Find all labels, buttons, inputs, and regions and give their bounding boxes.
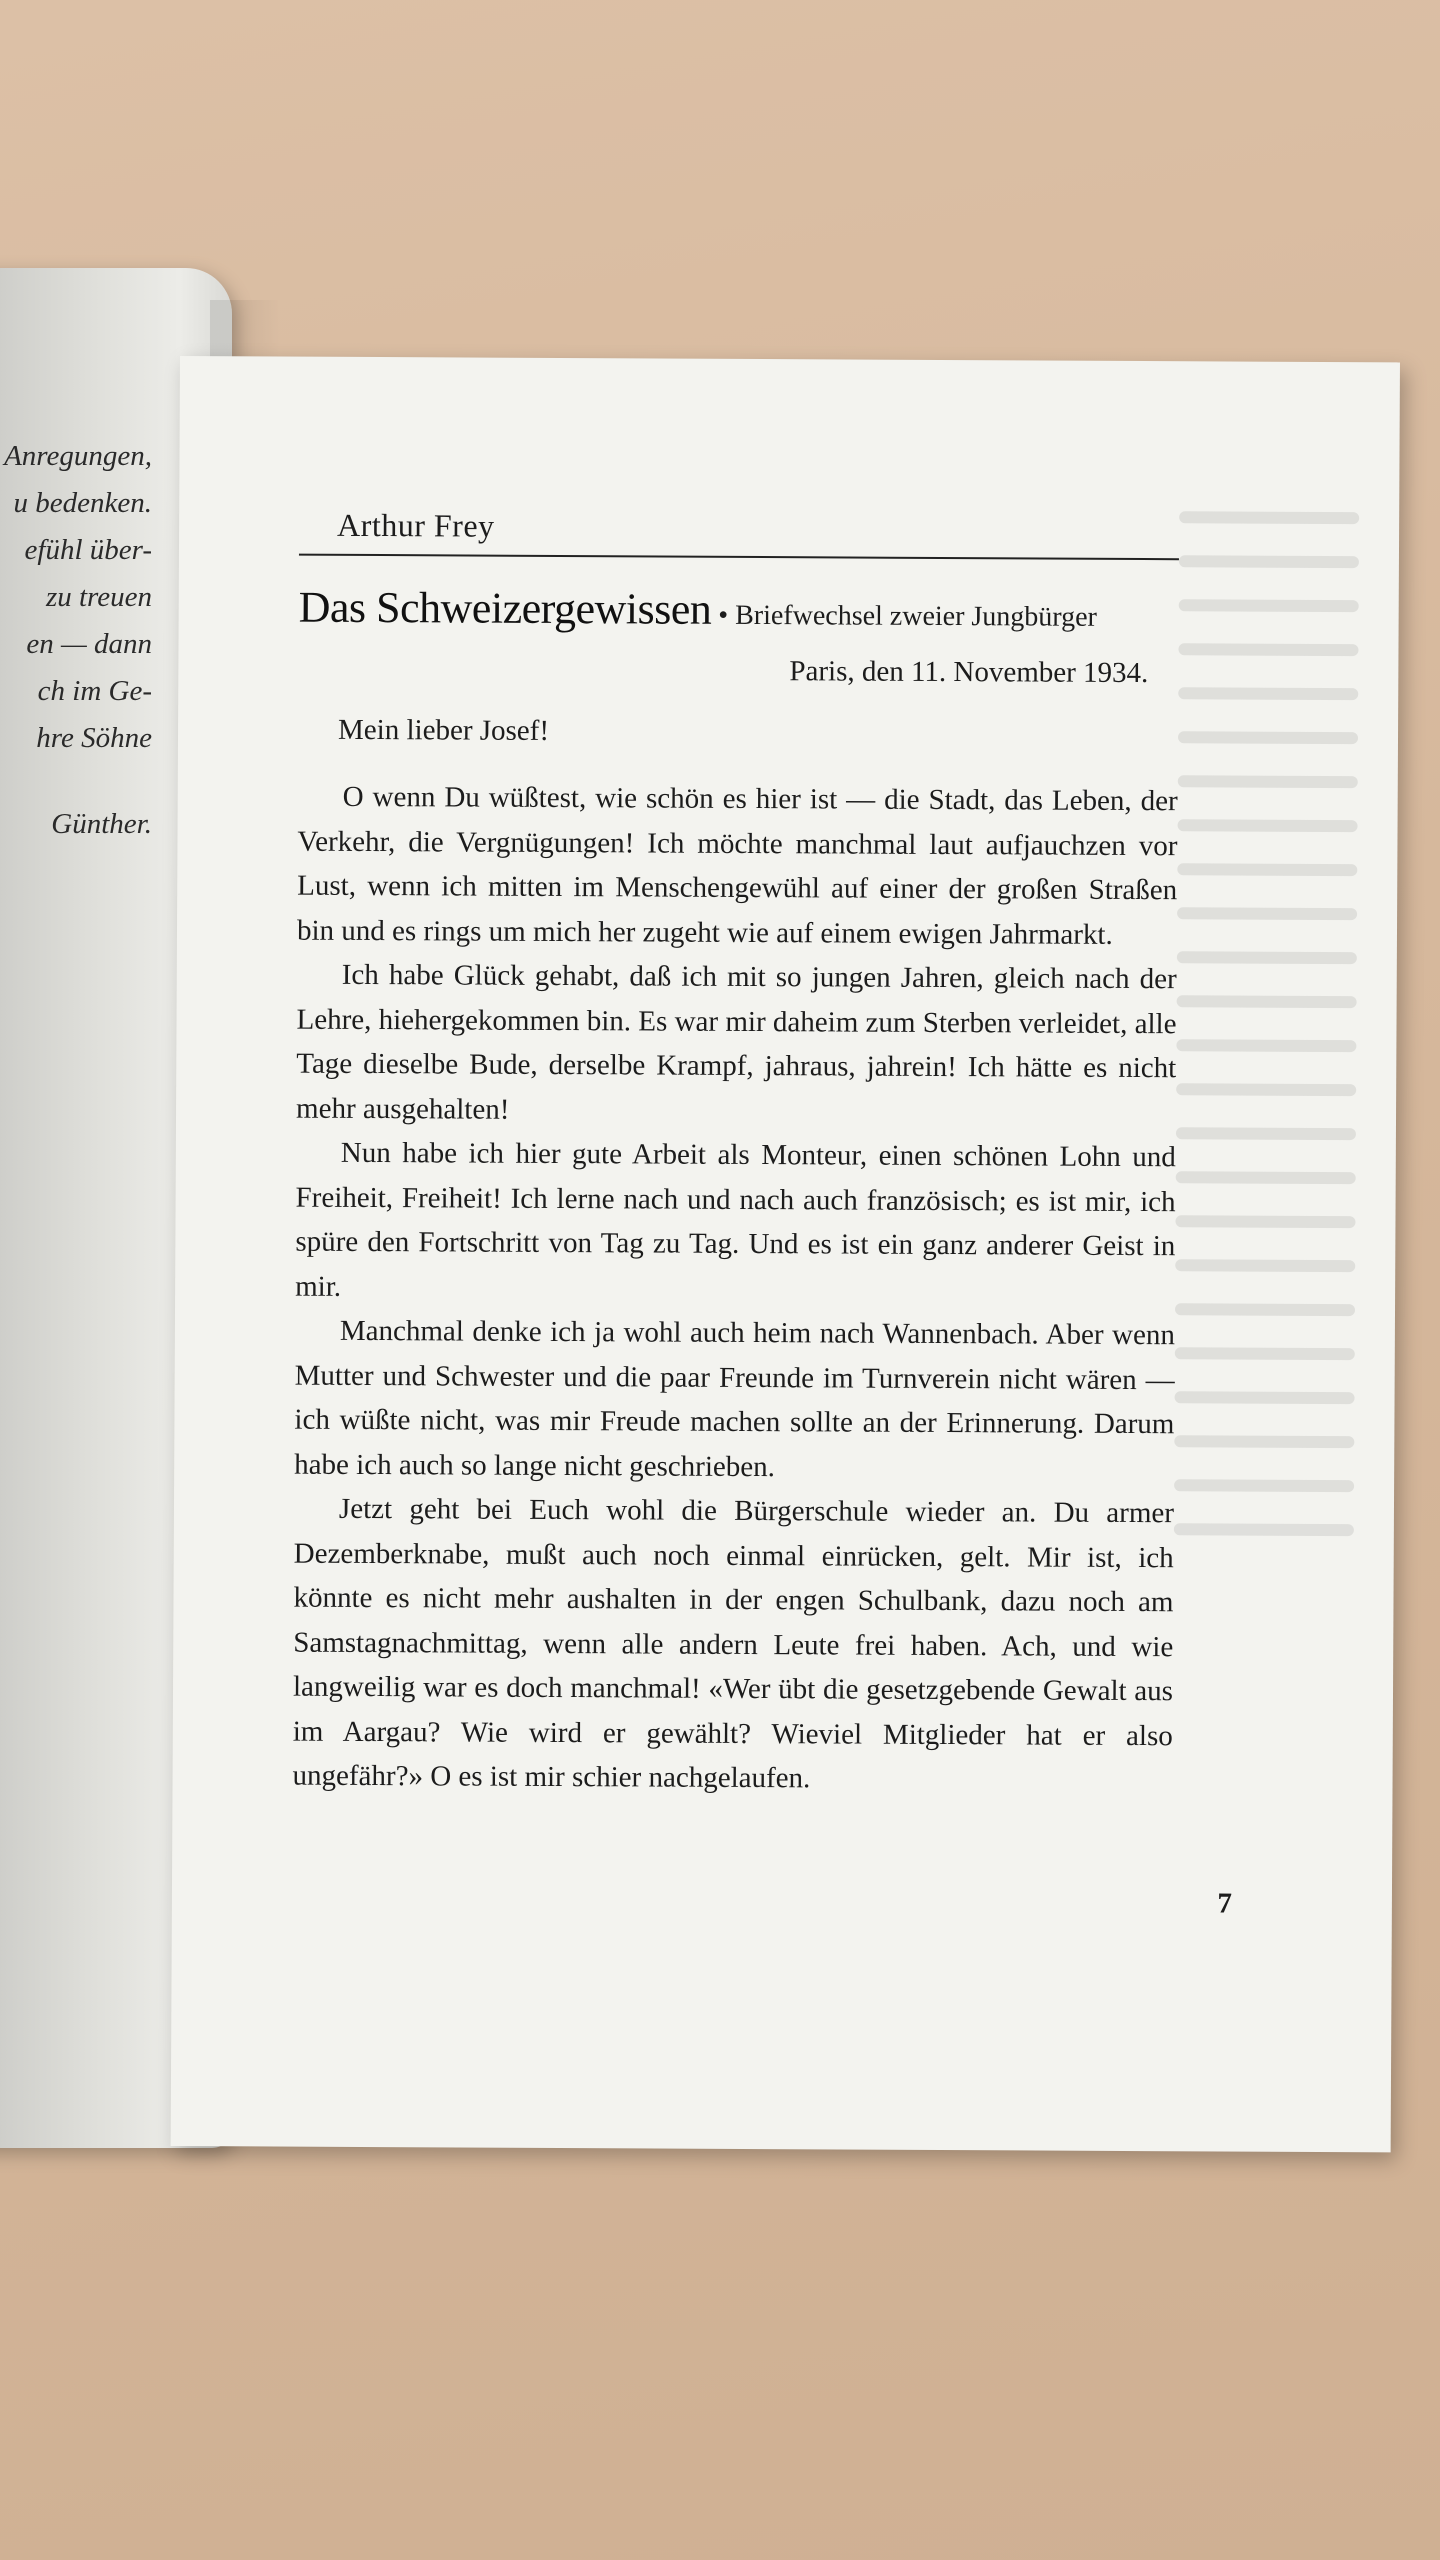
letter-body xyxy=(292,775,1177,1803)
left-page-fragment: hre Söhne xyxy=(36,722,152,754)
article-title: Das Schweizergewissen xyxy=(298,582,712,634)
left-page-fragment: zu treuen xyxy=(45,581,152,613)
letter-salutation: Mein lieber Josef! xyxy=(337,713,550,747)
show-through-text xyxy=(1174,511,1360,1568)
author-name: Arthur Frey xyxy=(299,507,1179,561)
left-page-fragment: ch im Ge- xyxy=(37,675,152,707)
left-page-fragment: en — dann xyxy=(26,628,152,660)
paragraph: Nun habe ich hier gute Arbeit als Monteur, einen schönen Lohn und Freiheit, Freiheit! Ich lerne nach und nach auch französisch; es ist mir, ich spüre den Fortschritt von Tag zu Tag. Und es ist ein ganz anderer Geist in mir. xyxy=(295,1136,1176,1303)
paragraph: Jetzt geht bei Euch wohl die Bürgerschule wieder an. Du armer Dezemberknabe, mußt auch noch einmal einrücken, gelt. Mir ist, ich könnte es nicht mehr aushalten in der engen Schulbank, dazu noch am Samstagnachmittag, wenn alle andern Leute frei haben. Ach, und wie langweilig war es doch manchmal! «Wer übt die gesetzgebende Gewalt aus im Aargau? Wie wird er gewählt? Wieviel Mitglieder hat er also ungefähr?» O es ist mir schier nachgelaufen. xyxy=(292,1492,1175,1795)
paragraph: Manchmal denke ich ja wohl auch heim nach Wannenbach. Aber wenn Mutter und Schwester und die paar Freunde im Turnverein nicht wären — ich wüßte nicht, was mir Freude machen sollte an der Erinnerung. Darum habe ich auch so lange nicht geschrieben. xyxy=(294,1314,1175,1483)
left-page-fragment: efühl über- xyxy=(24,534,152,566)
paragraph: O wenn Du wüßtest, wie schön es hier ist — die Stadt, das Leben, der Verkehr, die Vergnügungen! Ich möchte manchmal laut aufjauchzen vor Lust, wenn ich mitten im Menschengewühl auf einer der großen Straßen bin und es rings um mich her zugeht wie auf einem ewigen Jahrmarkt. xyxy=(296,780,1178,951)
article-subtitle: • Briefwechsel zweier Jungbürger xyxy=(711,599,1098,633)
right-page xyxy=(171,356,1400,2152)
letter-dateline: Paris, den 11. November 1934. xyxy=(789,655,1149,690)
left-page-fragment: u bedenken. xyxy=(13,487,152,519)
page-number: 7 xyxy=(1217,1887,1232,1920)
left-page-fragment: Anregungen, xyxy=(4,440,152,472)
paragraph: Ich habe Glück gehabt, daß ich mit so jungen Jahren, gleich nach der Lehre, hiehergekommen bin. Es war mir daheim zum Sterben verleidet, alle Tage dieselbe Bude, derselbe Krampf, jahraus, jahrein! Ich hätte es nicht mehr ausgehalten! xyxy=(295,958,1177,1126)
page-content xyxy=(292,507,1179,1803)
title-row xyxy=(299,582,1179,638)
left-page-fragment: Günther. xyxy=(51,808,152,840)
